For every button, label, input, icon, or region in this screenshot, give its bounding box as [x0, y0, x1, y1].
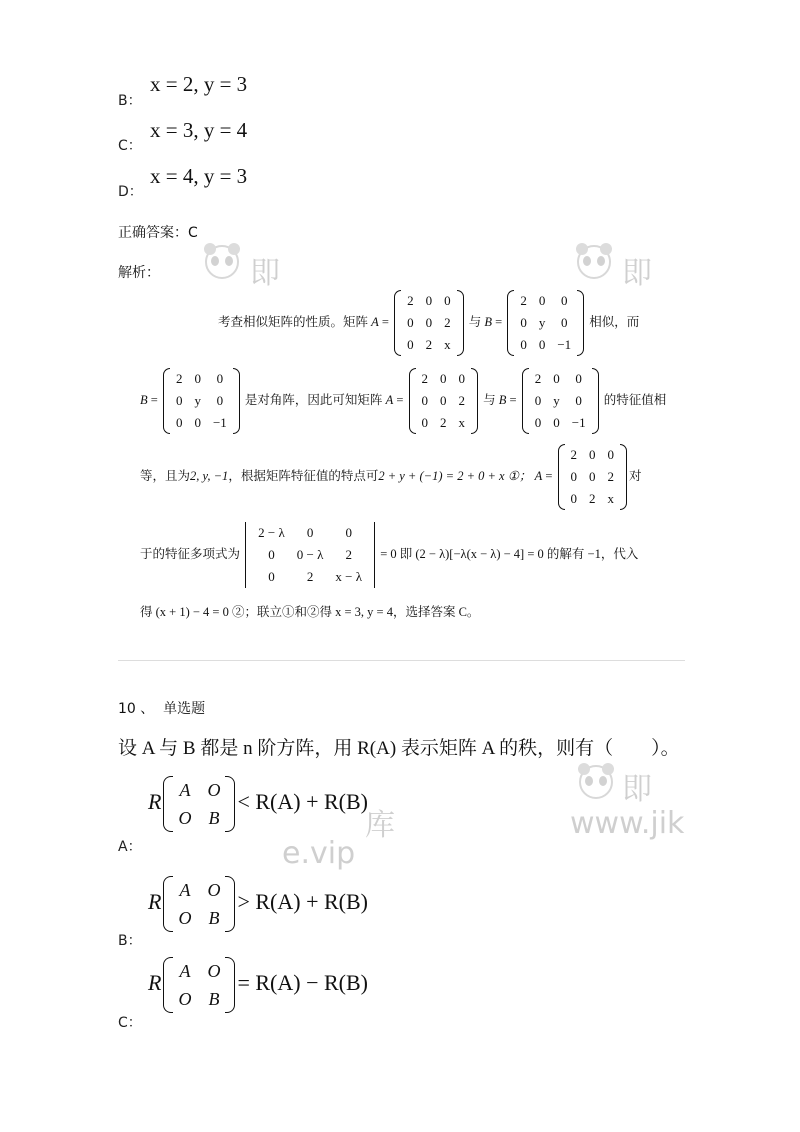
matrix-b: 2 0 0 0 y 0 0 0 −1: [507, 290, 584, 356]
watermark-text: 库: [365, 808, 395, 843]
matrix-a: 2 0 0 0 0 2 0 2 x: [558, 444, 628, 510]
matrix-b: 2 0 0 0 y 0 0 0 −1: [522, 368, 599, 434]
analysis-line-4: 于的特征多项式为 2 − λ 0 0 0 0 − λ 2 0 2 x − λ = 0 即 (2 − λ)[−λ(x − λ) − 4] = 0 的解有 −1，代入: [140, 522, 638, 588]
option-c-expr: R A O O B = R(A) − R(B): [148, 957, 368, 1013]
correct-answer-label: 正确答案：: [118, 225, 188, 241]
correct-answer: [118, 222, 198, 242]
question-type: 单选题: [163, 701, 206, 717]
option-c-expr: x = 3, y = 4: [150, 118, 248, 142]
option-b-expr: x = 2, y = 3: [150, 72, 248, 96]
option-b-expr: R A O O B > R(A) + R(B): [148, 876, 368, 932]
option-b-label: B：: [118, 933, 142, 949]
option-a-label: A：: [118, 839, 142, 855]
question-header: [118, 698, 205, 718]
panda-watermark-icon: [574, 760, 618, 800]
matrix-a: 2 0 0 0 0 2 0 2 x: [394, 290, 464, 356]
watermark-url: e.vip: [282, 836, 356, 871]
watermark-text: 即: [622, 256, 652, 291]
watermark-url: www.jik: [570, 806, 685, 841]
correct-answer-value: C: [188, 225, 198, 241]
watermark-text: 即: [622, 772, 652, 807]
analysis-line-1: 考查相似矩阵的性质。矩阵 A = 2 0 0 0 0 2 0 2 x 与 B = 2 0 0 0 y 0 0 0 −1 相似，而: [218, 290, 639, 356]
block-matrix: A O O B: [163, 876, 235, 932]
analysis-label: 解析：: [118, 265, 160, 281]
analysis-line-2: B = 2 0 0 0 y 0 0 0 −1 是对角阵，因此可知矩阵 A = 2 0 0 0 0 2 0 2 x 与 B = 2 0 0 0 y 0 0 0 −1 的特征值相: [140, 368, 666, 434]
characteristic-determinant: 2 − λ 0 0 0 0 − λ 2 0 2 x − λ: [245, 522, 375, 588]
panda-watermark-icon: [200, 240, 244, 280]
matrix-b: 2 0 0 0 y 0 0 0 −1: [163, 368, 240, 434]
option-d-expr: x = 4, y = 3: [150, 164, 248, 188]
option-c-label: C：: [118, 1015, 142, 1031]
block-matrix: A O O B: [163, 957, 235, 1013]
block-matrix: A O O B: [163, 776, 235, 832]
option-d-label: D：: [118, 184, 143, 200]
section-divider: [118, 660, 685, 661]
option-c-label: C：: [118, 138, 142, 154]
analysis-line-5: 得 (x + 1) − 4 = 0 ②；联立①和②得 x = 3, y = 4，选择答案 C。: [140, 605, 480, 619]
option-a-expr: R A O O B < R(A) + R(B): [148, 776, 368, 832]
panda-watermark-icon: [572, 240, 616, 280]
watermark-text: 即: [250, 256, 280, 291]
analysis-line-3: 等，且为2, y, −1，根据矩阵特征值的特点可2 + y + (−1) = 2 + 0 + x ①； A = 2 0 0 0 0 2 0 2 x 对: [140, 444, 642, 510]
option-b-label: B：: [118, 93, 142, 109]
question-number: 10 、: [118, 701, 155, 717]
question-stem: 设 A 与 B 都是 n 阶方阵，用 R(A) 表示矩阵 A 的秩，则有（ ）。: [118, 738, 680, 759]
matrix-a: 2 0 0 0 0 2 0 2 x: [409, 368, 479, 434]
